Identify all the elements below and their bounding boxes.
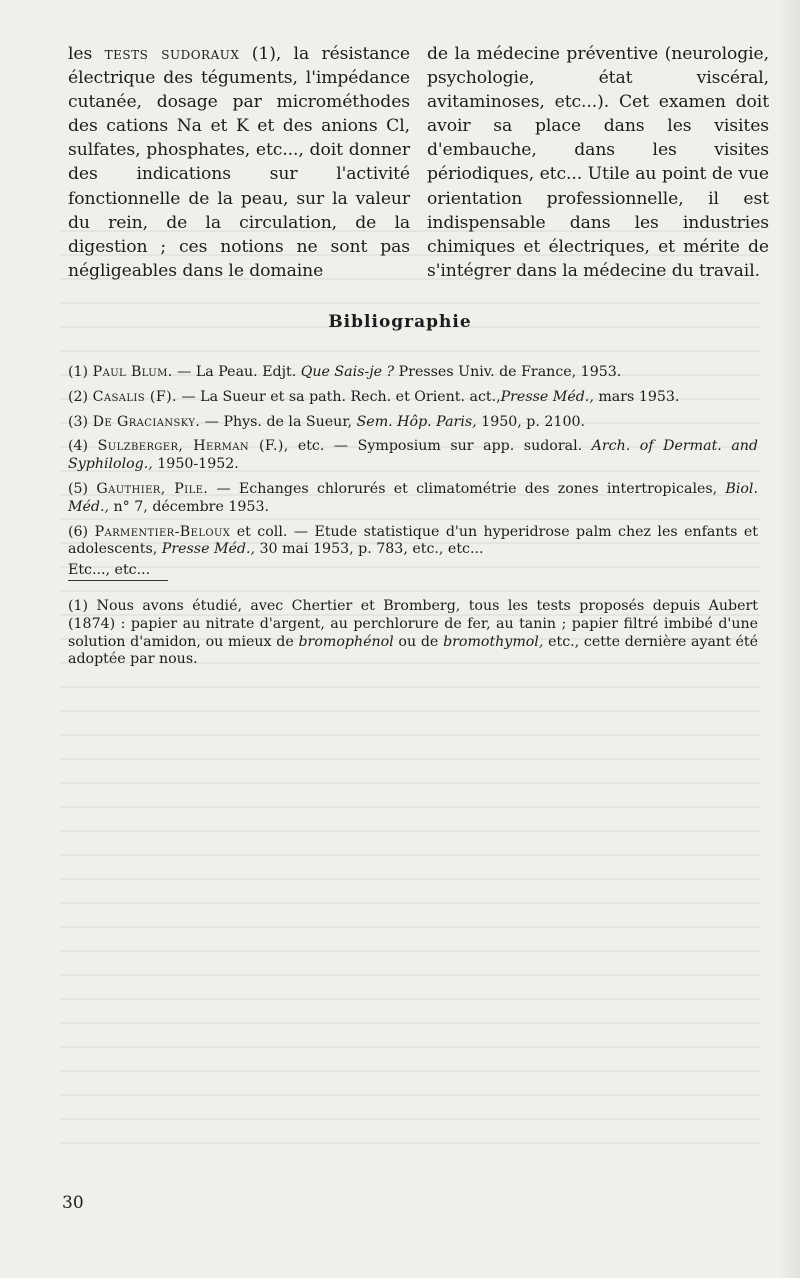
paragraph-right: de la médecine préventive (neurologie, psychologie, état viscéral, avitaminoses, etc...). Cet examen doit avoir sa place dans les visites d'embauche, dans les visites périodiques, etc... Utile au point de vue orientation professionnelle, il est indispensable dans les industries chimiques et électriques, et mérite de s'intégrer dans la médecine du travail. — [427, 44, 769, 281]
footnote: (1) Nous avons étudié, avec Chertier et Bromberg, tous les tests proposés depuis Aubert (1874) : papier au nitrate d'argent, au perchlorure de fer, au tanin ; papier filtré imbibé d'une solution d'amidon, ou mieux de bromophénol ou de bromothymol, etc., cette dernière ayant été adoptée par nous. — [68, 598, 758, 668]
body-column-left — [68, 42, 410, 283]
bibliography-trailer: Etc..., etc... — [68, 562, 151, 579]
page-number: 30 — [62, 1193, 84, 1213]
bibliography-entry: (1) Paul Blum. — La Peau. Edjt. Que Sais-je ? Presses Univ. de France, 1953. — [68, 364, 622, 380]
bibliography-list — [68, 364, 758, 587]
bibliography-entry: (3) De Graciansky. — Phys. de la Sueur, Sem. Hôp. Paris, 1950, p. 2100. — [68, 413, 586, 430]
tests-sudoraux-term: tests sudoraux — [104, 44, 240, 64]
page-edge-shadow — [778, 0, 800, 1278]
bibliography-heading: Bibliographie — [328, 312, 472, 332]
bibliography-entry: (5) Gauthier, Pile. — Echanges chlorurés et climatométrie des zones intertropicales, Biol. Méd., n° 7, décembre 1953. — [68, 480, 758, 515]
body-column-right — [427, 42, 769, 283]
bibliography-entry: (4) Sulzberger, Herman (F.), etc. — Symposium sur app. sudoral. Arch. of Dermat. and Syphilolog., 1950-1952. — [68, 438, 759, 473]
bibliography-entry: (2) Casalis (F). — La Sueur et sa path. Rech. et Orient. act.,Presse Méd., mars 1953. — [68, 388, 680, 405]
bibliography-entry: (6) Parmentier-Beloux et coll. — Etude statistique d'un hyperidrose palm chez les enfants et adolescents, Presse Méd., 30 mai 1953, p. 783, etc., etc... — [68, 523, 758, 558]
footnote-divider — [68, 580, 168, 581]
paragraph-left: les tests sudoraux (1), la résistance électrique des téguments, l'impédance cutanée, dosage par microméthodes des cations Na et K et des anions Cl, sulfates, phosphates, etc..., doit donner des indications sur l'activité fonctionnelle de la peau, sur la valeur du rein, de la circulation, de la digestion ; ces notions ne sont pas négligeables dans le domaine — [68, 44, 410, 281]
